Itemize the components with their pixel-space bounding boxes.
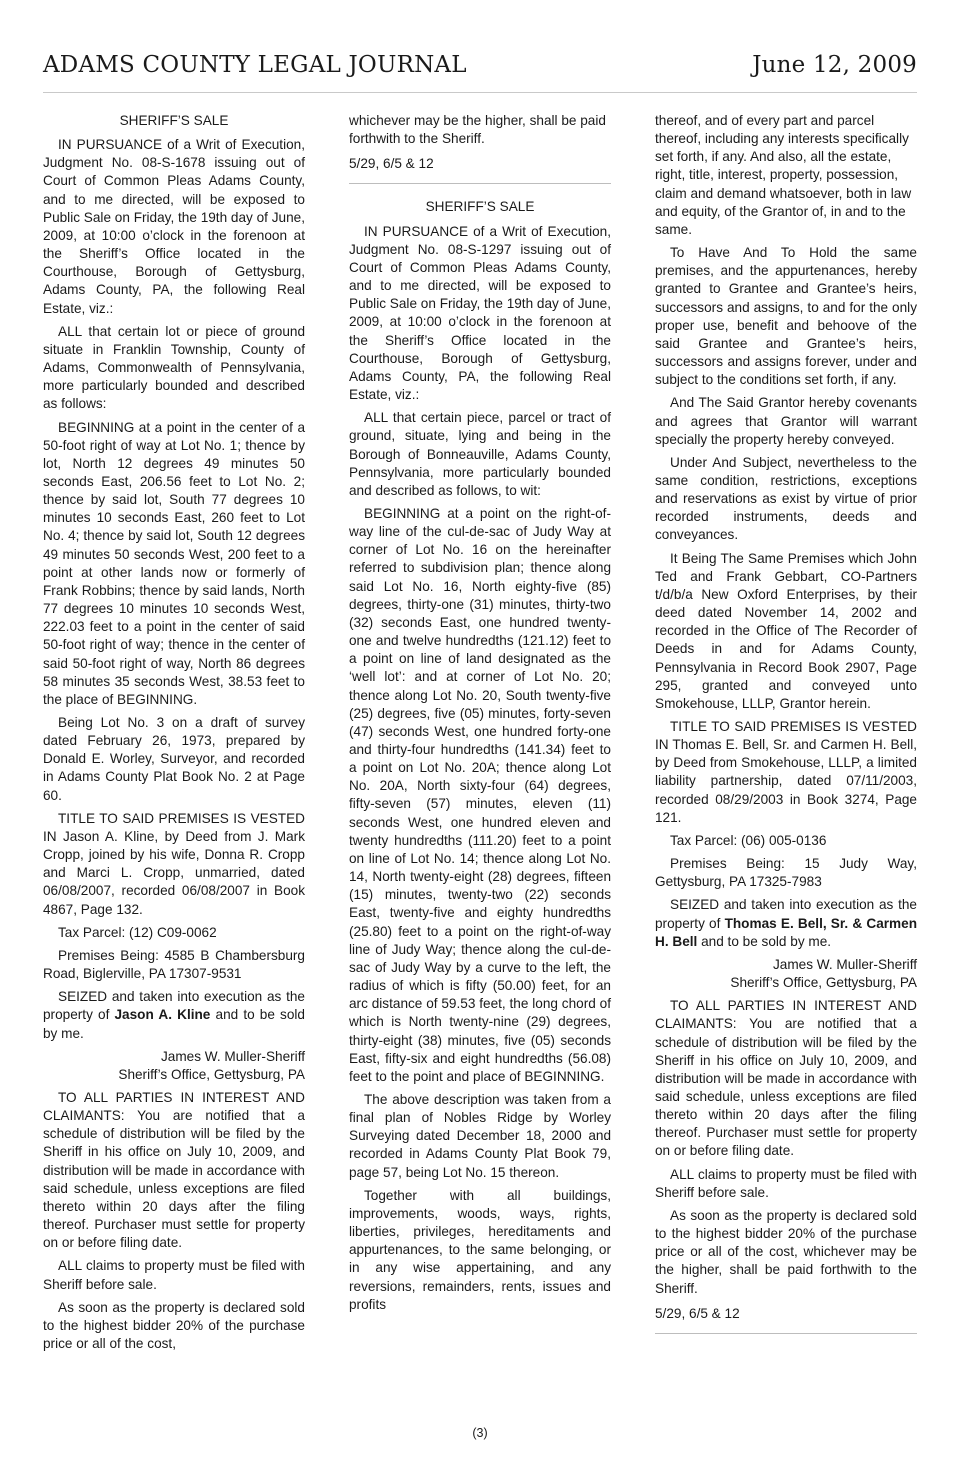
notice-2-together-part-a: Together with all buildings, improvements, woods, ways, rights, liberties, privileges, hereditaments and appurtenances, to the same belonging, or in any wise appertaining, and any reversions, remainders, rents, issues and profits <box>349 1187 611 1312</box>
seized-text: and to be sold by me. <box>43 1007 305 1041</box>
notice-1-premises: Premises Being: 4585 B Chambersburg Road, Biglerville, PA 17307-9531 <box>43 947 305 982</box>
notice-1-office: Sheriff’s Office, Gettysburg, PA <box>118 1066 305 1082</box>
notice-2-sheriff: James W. Muller-Sheriff <box>772 956 917 972</box>
defendant-name: Thomas E. Bell, Sr. & Carmen H. Bell <box>655 915 917 949</box>
notice-2-tax-parcel: Tax Parcel: (06) 005-0136 <box>670 832 827 848</box>
notice-1-dates: 5/29, 6/5 & 12 <box>349 156 434 172</box>
notice-2-premises: Premises Being: 15 Judy Way, Gettysburg, PA 17325-7983 <box>655 856 917 890</box>
notice-2-description: The above description was taken from a final plan of Nobles Ridge by Worley Surveying dated December 18, 2000 and recorded in Adams County Plat Book 79, page 57, being Lot No. 15 thereon. <box>349 1091 611 1180</box>
notice-1-title: TITLE TO SAID PREMISES IS VESTED IN Jason A. Kline, by Deed from J. Mark Cropp, joined by his wife, Donna R. Cropp and Marci L. Cropp, unmarried, dated 06/08/2007, recorded 06/08/2007 in Book 4867, Page 132. <box>43 810 305 917</box>
journal-title: ADAMS COUNTY LEGAL JOURNAL <box>43 52 467 78</box>
notice-2-subject: Under And Subject, nevertheless to the same condition, restrictions, exceptions and reservations as exist by virtue of prior recorded instruments, deeds and conveyances. <box>655 454 917 543</box>
notice-1-claims: ALL claims to property must be filed with Sheriff before sale. <box>43 1258 305 1292</box>
notice-divider <box>655 1333 917 1334</box>
notice-1-parties: TO ALL PARTIES IN INTEREST AND CLAIMANTS: You are notified that a schedule of distribution will be filed by the Sheriff in his office on July 10, 2009, and distribution will be made in accordance with said schedule, unless exceptions are filed thereto within 20 days after the filing thereof. Purchaser must settle for property on or before filing date. <box>43 1089 305 1251</box>
notice-2-same-premises: It Being The Same Premises which John Ted and Frank Gebbart, CO-Partners t/d/b/a New Oxford Enterprises, by their deed dated November 14, 2002 and recorded in the Office of The Recorder of Deeds in and for Adams County, Pennsylvania in Record Book 2907, Page 295, granted and conveyed unto Smokehouse, LLLP, Grantor herein. <box>655 550 917 711</box>
notice-1-seized <box>43 988 305 1042</box>
column-3 <box>655 112 917 1348</box>
seized-text: and to be sold by me. <box>697 933 832 949</box>
notice-divider <box>349 183 611 184</box>
page-number: (3) <box>472 1426 488 1440</box>
notice-2-intro: IN PURSUANCE of a Writ of Execution, Judgment No. 08-S-1297 issuing out of Court of Common Pleas Adams County, and to me directed, will be exposed to Public Sale on Friday, the 19th day of June, 2009, at 10:00 o’clock in the forenoon at the Sheriff’s Office located in the Courthouse, Borough of Gettysburg, Adams County, PA, the following Real Estate, viz.: <box>349 223 611 403</box>
notice-1-beginning: BEGINNING at a point in the center of a 50-foot right of way at Lot No. 1; thence by lot, North 12 degrees 49 minutes 50 seconds East, 206.56 feet to Lot No. 2; thence by said lot, South 77 degrees 10 minutes 10 seconds East, 260 feet to Lot No. 4; thence by said lot, South 12 degrees 49 minutes 50 seconds West, 200 feet to a point at other lands now or formerly of Frank Robbins; thence by said lands, North 77 degrees 10 minutes 10 seconds West, 222.03 feet to a point in the center of said 50-foot right of way; thence in the center of said 50-foot right of way, North 86 degrees 58 minutes 35 seconds West, 38.53 feet to the place of BEGINNING. <box>43 419 305 707</box>
notice-1-sold-part-b: whichever may be the higher, shall be paid forthwith to the Sheriff. <box>349 113 606 147</box>
notice-2-lot: ALL that certain piece, parcel or tract of ground, situate, lying and being in the Borough of Bonneauville, Adams County, Pennsylvania, more particularly bounded and described as follows, to wit: <box>349 410 611 498</box>
notice-2-have-hold: To Have And To Hold the same premises, and the appurtenances, hereby granted to Grantee and Grantee’s heirs, successors and assigns, to and for the only proper use, benefit and behoove of the said Grantee and Grantee’s heirs, successors and assigns forever, under and subject to the conditions set forth, if any. <box>655 245 917 388</box>
notice-1-intro: IN PURSUANCE of a Writ of Execution, Judgment No. 08-S-1678 issuing out of Court of Common Pleas Adams County, and to me directed, will be exposed to Public Sale on Friday, the 19th day of June, 2009, at 10:00 o’clock in the forenoon at the Sheriff’s Office located in the Courthouse, Borough of Gettysburg, Adams County, PA, the following Real Estate, viz.: <box>43 137 305 316</box>
notice-1-heading: SHERIFF’S SALE <box>119 113 229 128</box>
notice-2-dates: 5/29, 6/5 & 12 <box>655 1305 740 1321</box>
notice-2-covenants: And The Said Grantor hereby covenants and agrees that Grantor will warrant specially the property hereby conveyed. <box>655 395 917 447</box>
seized-text: SEIZED and taken into execution as the property of <box>43 989 305 1023</box>
issue-date: June 12, 2009 <box>752 52 917 78</box>
seized-text: SEIZED and taken into execution as the property of <box>655 897 917 931</box>
notice-2-title: TITLE TO SAID PREMISES IS VESTED IN Thomas E. Bell, Sr. and Carmen H. Bell, by Deed from Smokehouse, LLLP, a limited liability partnership, dated 07/11/2003, recorded 08/29/2003 in Book 3274, Page 121. <box>655 719 917 825</box>
notice-2-claims: ALL claims to property must be filed with Sheriff before sale. <box>655 1166 917 1200</box>
column-2 <box>349 112 611 1319</box>
notice-2-seized <box>655 896 917 950</box>
notice-2-heading: SHERIFF’S SALE <box>425 199 535 215</box>
notice-1-lot: ALL that certain lot or piece of ground situate in Franklin Township, County of Adams, Commonwealth of Pennsylvania, more particularly bounded and described as follows: <box>43 323 305 412</box>
notice-2-together-part-b: thereof, and of every part and parcel thereof, including any interests specifically set forth, if any. And also, all the estate, right, title, interest, property, possession, claim and demand whatsoever, both in law and equity, of the Grantor of, in and to the same. <box>655 113 912 237</box>
notice-1-sheriff: James W. Muller-Sheriff <box>160 1048 305 1064</box>
defendant-name: Jason A. Kline <box>114 1007 211 1023</box>
notice-1-survey: Being Lot No. 3 on a draft of survey dated February 26, 1973, prepared by Donald E. Worley, Surveyor, and recorded in Adams County Plat Book No. 2 at Page 60. <box>43 715 305 803</box>
notice-1-sold-part-a: As soon as the property is declared sold to the highest bidder 20% of the purchase price or all of the cost, <box>43 1299 305 1351</box>
masthead-rule <box>43 92 917 93</box>
column-1 <box>43 112 305 1358</box>
notice-2-beginning: BEGINNING at a point on the right-of-way line of the cul-de-sac of Judy Way at corner of Lot No. 16 on the hereinafter referred to subdivision plan; thence along said Lot No. 16, North eighty-five (85) degrees, thirty-one (31) minutes, thirty-two (32) seconds East, one hundred twenty-one and twelve hundredths (121.12) feet to a point on line of land designated as the ‘well lot’: and at corner of Lot No. 20; thence along Lot No. 20, South twenty-five (25) degrees, five (05) minutes, forty-seven (47) seconds West, one hundred forty-one and thirty-four hundredths (141.34) feet to a point on Lot No. 20A; thence along Lot No. 20A, North sixty-four (64) degrees, fifty-seven (57) minutes, eleven (11) seconds West, one hundred eleven and twenty hundredths (111.20) feet to a point on line of Lot No. 14; thence along Lot No. 14, North twenty-eight (28) degrees, fifteen (15) minutes, twenty-two (22) seconds East, twenty-five and eighty hundredths (25.80) feet to a point on the right-of-way line of Judy Way; thence along the cul-de-sac of Judy Way by a curve to the left, the radius of which is fifty (50.00) feet, for an arc distance of 59.53 feet, the long chord of which is North twenty-nine (29) degrees, thirty-eight (38) minutes, five (05) seconds East, fifty-six and eight hundredths (56.08) feet to the point and place of BEGINNING. <box>349 505 611 1084</box>
notice-1-tax-parcel: Tax Parcel: (12) C09-0062 <box>58 924 217 940</box>
masthead <box>43 52 917 84</box>
notice-2-sold: As soon as the property is declared sold to the highest bidder 20% of the purchase price or all of the cost, whichever may be the higher, shall be paid forthwith to the Sheriff. <box>655 1207 917 1296</box>
notice-2-parties: TO ALL PARTIES IN INTEREST AND CLAIMANTS: You are notified that a schedule of distribution will be filed by the Sheriff in his office on July 10, 2009, and distribution will be made in accordance with said schedule, unless exceptions are filed thereto within 20 days after the filing thereof. Purchaser must settle for property on or before filing date. <box>655 998 917 1159</box>
notice-2-office: Sheriff’s Office, Gettysburg, PA <box>730 975 917 991</box>
